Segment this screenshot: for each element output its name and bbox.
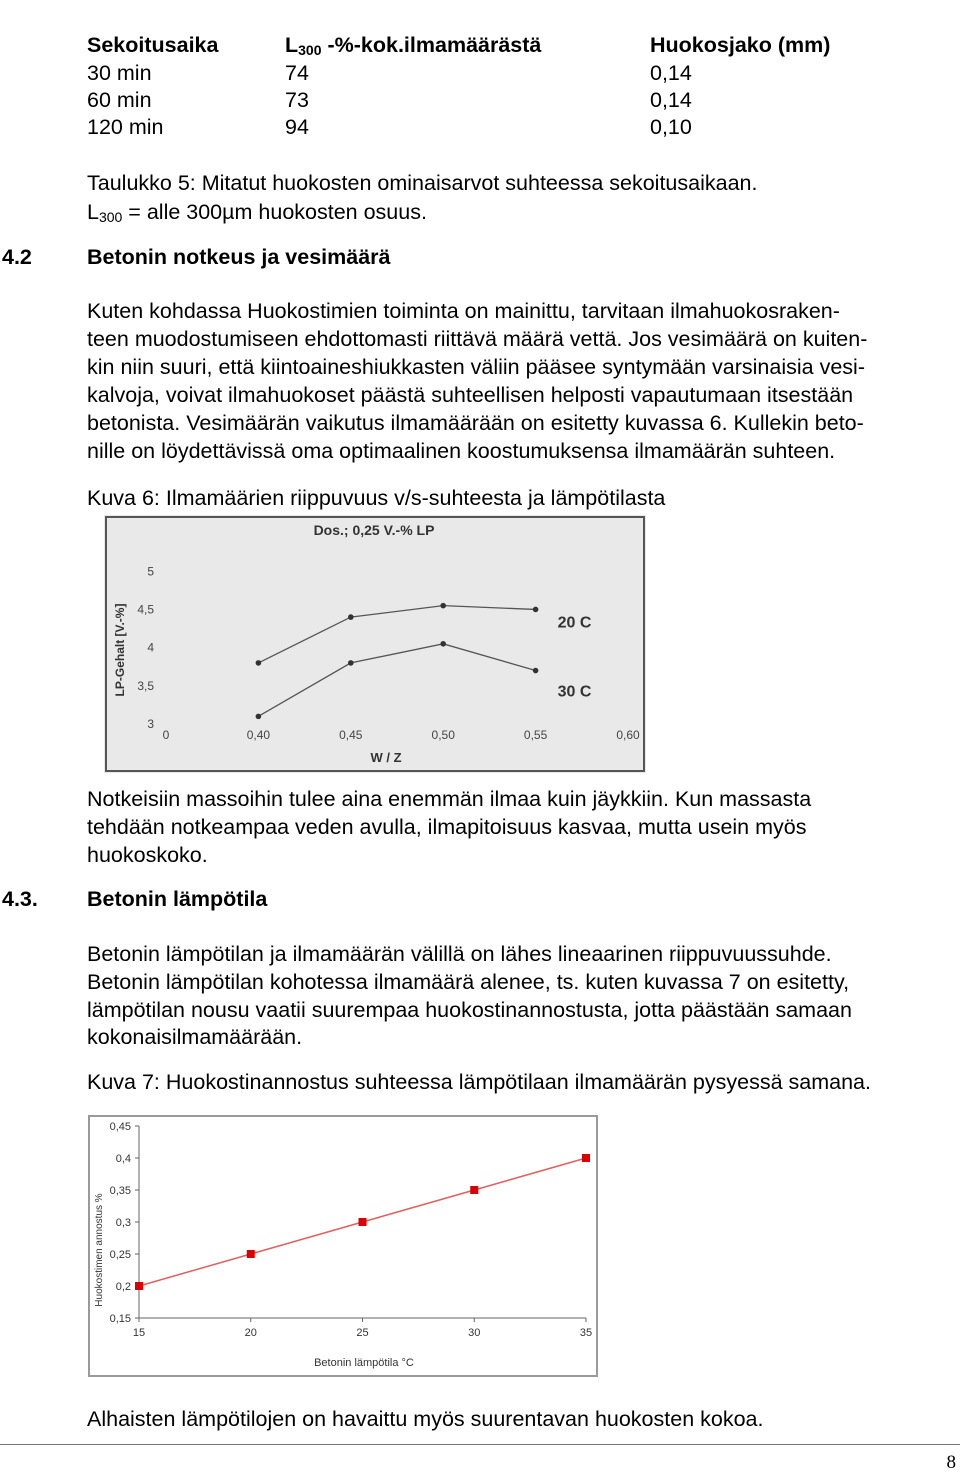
x-tick-label: 15 (132, 1327, 146, 1339)
series-label: 20 C (557, 614, 592, 632)
x-axis-label: W / Z (370, 750, 402, 765)
data-point (440, 641, 446, 647)
data-point (247, 1250, 255, 1258)
data-point (582, 1154, 590, 1162)
paragraph-line: Betonin lämpötilan kohotessa ilmamäärä alenee, ts. kuten kuvassa 7 on esitetty, (87, 970, 850, 994)
x-tick-label: 0,60 (616, 728, 640, 742)
y-tick-label: 0,4 (115, 1153, 131, 1165)
data-point (256, 660, 262, 666)
x-tick-label: 25 (356, 1327, 369, 1339)
data-point (135, 1282, 143, 1290)
y-tick-label: 4,5 (137, 602, 154, 617)
table-caption: Taulukko 5: Mitatut huokosten ominaisarvot suhteessa sekoitusaikaan. (87, 171, 758, 195)
paragraph-line: teen muodostumiseen ehdottomasti riittävä määrä vettä. Jos vesimäärä on kuiten- (87, 327, 868, 351)
paragraph-line: lämpötilan nousu vaatii suurempaa huokostinannostusta, jotta päästään samaan (87, 998, 852, 1022)
chart-title: Dos.; 0,25 V.-% LP (313, 522, 435, 538)
y-tick-label: 0,25 (109, 1249, 131, 1261)
x-tick-label: 35 (579, 1327, 593, 1339)
table-header-l300: $L_{300}$ -%-kok.ilmamäärästä (285, 33, 542, 58)
figure-7-chart (88, 1115, 598, 1377)
x-tick-label: 20 (244, 1327, 257, 1339)
data-point (359, 1218, 367, 1226)
section-4-3-number: 4.3. (2, 887, 38, 911)
y-axis-label: Huokostimen annostus % (94, 1193, 105, 1307)
paragraph-line: kalvoja, voivat ilmahuokoset päästä suhteellisen helposti vapautumaan itsestään (87, 383, 854, 407)
chart-background (104, 515, 646, 773)
figure-6-chart (104, 515, 646, 773)
paragraph-line: nille on löydettävissä oma optimaalinen koostumuksensa ilmamäärän suhteen. (87, 439, 836, 463)
table-row-1-l300: 74 (285, 61, 309, 85)
table-row-2-spacing: 0,14 (650, 88, 692, 112)
y-tick-label: 0,15 (109, 1313, 131, 1325)
table-row-1-spacing: 0,14 (650, 61, 692, 85)
table-row-3-time: 120 min (87, 115, 164, 139)
section-4-3-title: Betonin lämpötila (87, 887, 268, 911)
table-row-3-l300: 94 (285, 115, 309, 139)
data-point (533, 607, 539, 613)
table-row-1-time: 30 min (87, 61, 152, 85)
y-tick-label: 3,5 (137, 678, 154, 693)
table-row-2-time: 60 min (87, 88, 152, 112)
figure-6-caption: Kuva 6: Ilmamäärien riippuvuus v/s-suhteesta ja lämpötilasta (87, 486, 666, 510)
paragraph-line: tehdään notkeampaa veden avulla, ilmapitoisuus kasvaa, mutta usein myös (87, 815, 807, 839)
x-tick-label: 0,55 (523, 728, 548, 742)
section-4-2-title: Betonin notkeus ja vesimäärä (87, 245, 391, 269)
y-axis-label: LP-Gehalt [V.-%] (113, 603, 127, 697)
y-tick-label: 3 (147, 717, 154, 731)
paragraph-line: huokoskoko. (87, 843, 208, 867)
data-point (348, 614, 354, 620)
paragraph-line: Notkeisiin massoihin tulee aina enemmän ilmaa kuin jäykkiin. Kun massasta (87, 787, 812, 811)
paragraph-line: Kuten kohdassa Huokostimien toiminta on mainittu, tarvitaan ilmahuokosraken- (87, 299, 840, 323)
paragraph-line: kin niin suuri, että kiintoaineshiukkasten väliin pääsee syntymään varsinaisia vesi- (87, 355, 865, 379)
figure-7-caption: Kuva 7: Huokostinannostus suhteessa lämpötilaan ilmamäärän pysyessä samana. (87, 1070, 871, 1094)
page-number: 8 (946, 1452, 956, 1473)
y-tick-label: 0,45 (109, 1121, 131, 1133)
section-4-2-number: 4.2 (2, 245, 32, 269)
x-tick-label: 0,40 (246, 728, 271, 742)
y-tick-label: 0,2 (115, 1281, 131, 1293)
data-point (470, 1186, 478, 1194)
y-tick-label: 4 (147, 640, 154, 655)
table-note: $L_{300}$ = alle 300µm huokosten osuus. (87, 200, 427, 225)
x-tick-label: 30 (468, 1327, 481, 1339)
paragraph-line: kokonaisilmamäärään. (87, 1025, 303, 1049)
y-tick-label: 0,3 (115, 1217, 131, 1229)
series-label: 30 C (557, 683, 592, 701)
closing-sentence: Alhaisten lämpötilojen on havaittu myös suurentavan huokosten kokoa. (87, 1407, 764, 1431)
footer-rule (0, 1444, 960, 1445)
y-tick-label: 5 (147, 564, 154, 579)
chart-background (88, 1115, 598, 1377)
y-tick-label: 0,35 (109, 1185, 131, 1197)
paragraph-line: betonista. Vesimäärän vaikutus ilmamäärään on esitetty kuvassa 6. Kullekin beto- (87, 411, 864, 435)
table-row-2-l300: 73 (285, 88, 309, 112)
x-tick-label: 0,50 (431, 728, 455, 742)
data-point (440, 603, 446, 609)
data-point (348, 660, 354, 666)
x-tick-label: 0 (162, 728, 170, 742)
data-point (256, 714, 262, 720)
paragraph-line: Betonin lämpötilan ja ilmamäärän välillä on lähes lineaarinen riippuvuussuhde. (87, 942, 832, 966)
table-row-3-spacing: 0,10 (650, 115, 692, 139)
x-axis-label: Betonin lämpötila °C (314, 1357, 414, 1369)
x-tick-label: 0,45 (339, 728, 363, 742)
table-header-time: Sekoitusaika (87, 33, 219, 57)
table-header-spacing: Huokosjako (mm) (650, 33, 831, 57)
data-point (533, 668, 539, 674)
